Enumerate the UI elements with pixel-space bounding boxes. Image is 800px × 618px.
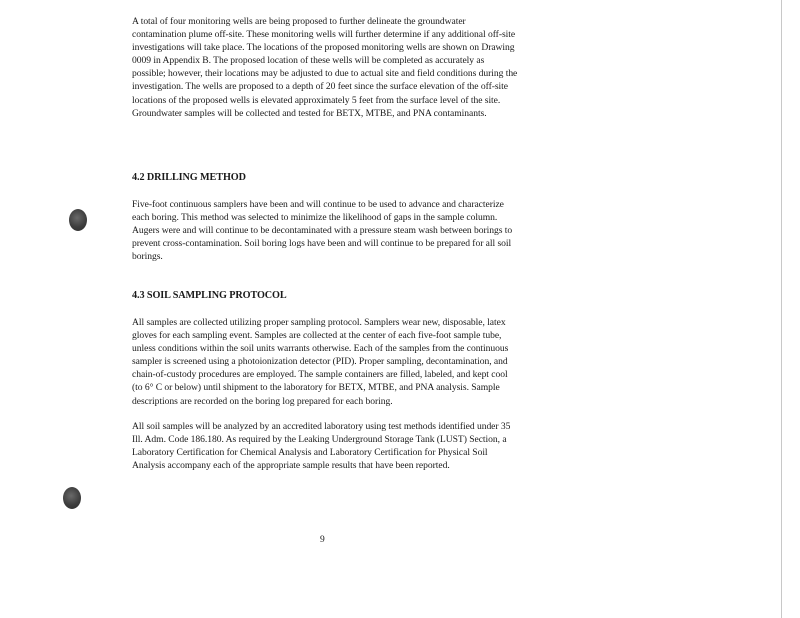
punch-hole-mark [69,209,87,231]
soil-sampling-paragraph-2: All soil samples will be analyzed by an accredited laboratory using test methods identified under 35 Ill. Adm. Code 186.180. As required by the Leaking Underground Storage Tank (LUST) Section, a Laboratory Certification for Chemical Analysis and Laboratory Certification for Physical Soil Analysis accompany each of the appropriate sample results that have been reported. [132,421,511,472]
soil-sampling-paragraph-1: All samples are collected utilizing proper sampling protocol. Samplers wear new, disposable, latex gloves for each sampling event. Samples are collected at the center of each five-foot sample tube, unless conditions within the soil units warrants otherwise. Each of the samples from the continuous sampler is screened using a photoionization detector (PID). Proper sampling, decontamination, and chain-of-custody procedures are employed. The sample containers are filled, labeled, and kept cool (to 6° C or below) until shipment to the laboratory for BETX, MTBE, and PNA analysis. Sample descriptions are recorded on the boring log prepared for each boring. [132,317,509,407]
intro-paragraph: A total of four monitoring wells are being proposed to further delineate the groundwater contamination plume off-site. These monitoring wells will further determine if any additional off-site investigations will take place. The locations of the proposed monitoring wells are shown on Drawing 0009 in Appendix B. The proposed location of these wells will be completed as accurately as possible; however, their locations may be adjusted to due to actual site and field conditions during the investigation. The wells are proposed to a depth of 20 feet since the surface elevation of the off-site locations of the proposed wells is elevated approximately 5 feet from the surface level of the site. Groundwater samples will be collected and tested for BETX, MTBE, and PNA contaminants. [132,16,518,119]
page-number: 9 [320,535,325,545]
punch-hole-mark [63,487,81,509]
section-heading-soil-sampling-protocol: 4.3 SOIL SAMPLING PROTOCOL [132,290,287,301]
scan-edge-line [781,0,782,618]
cropped-heading-fragment [132,0,372,3]
drilling-method-paragraph: Five-foot continuous samplers have been and will continue to be used to advance and characterize each boring. This method was selected to minimize the likelihood of gaps in the sample column. Augers were and will continue to be decontaminated with a pressure steam wash between borings to prevent cross-contamination. Soil boring logs have been and will continue to be prepared for all soil borings. [132,199,513,263]
section-heading-drilling-method: 4.2 DRILLING METHOD [132,172,246,183]
